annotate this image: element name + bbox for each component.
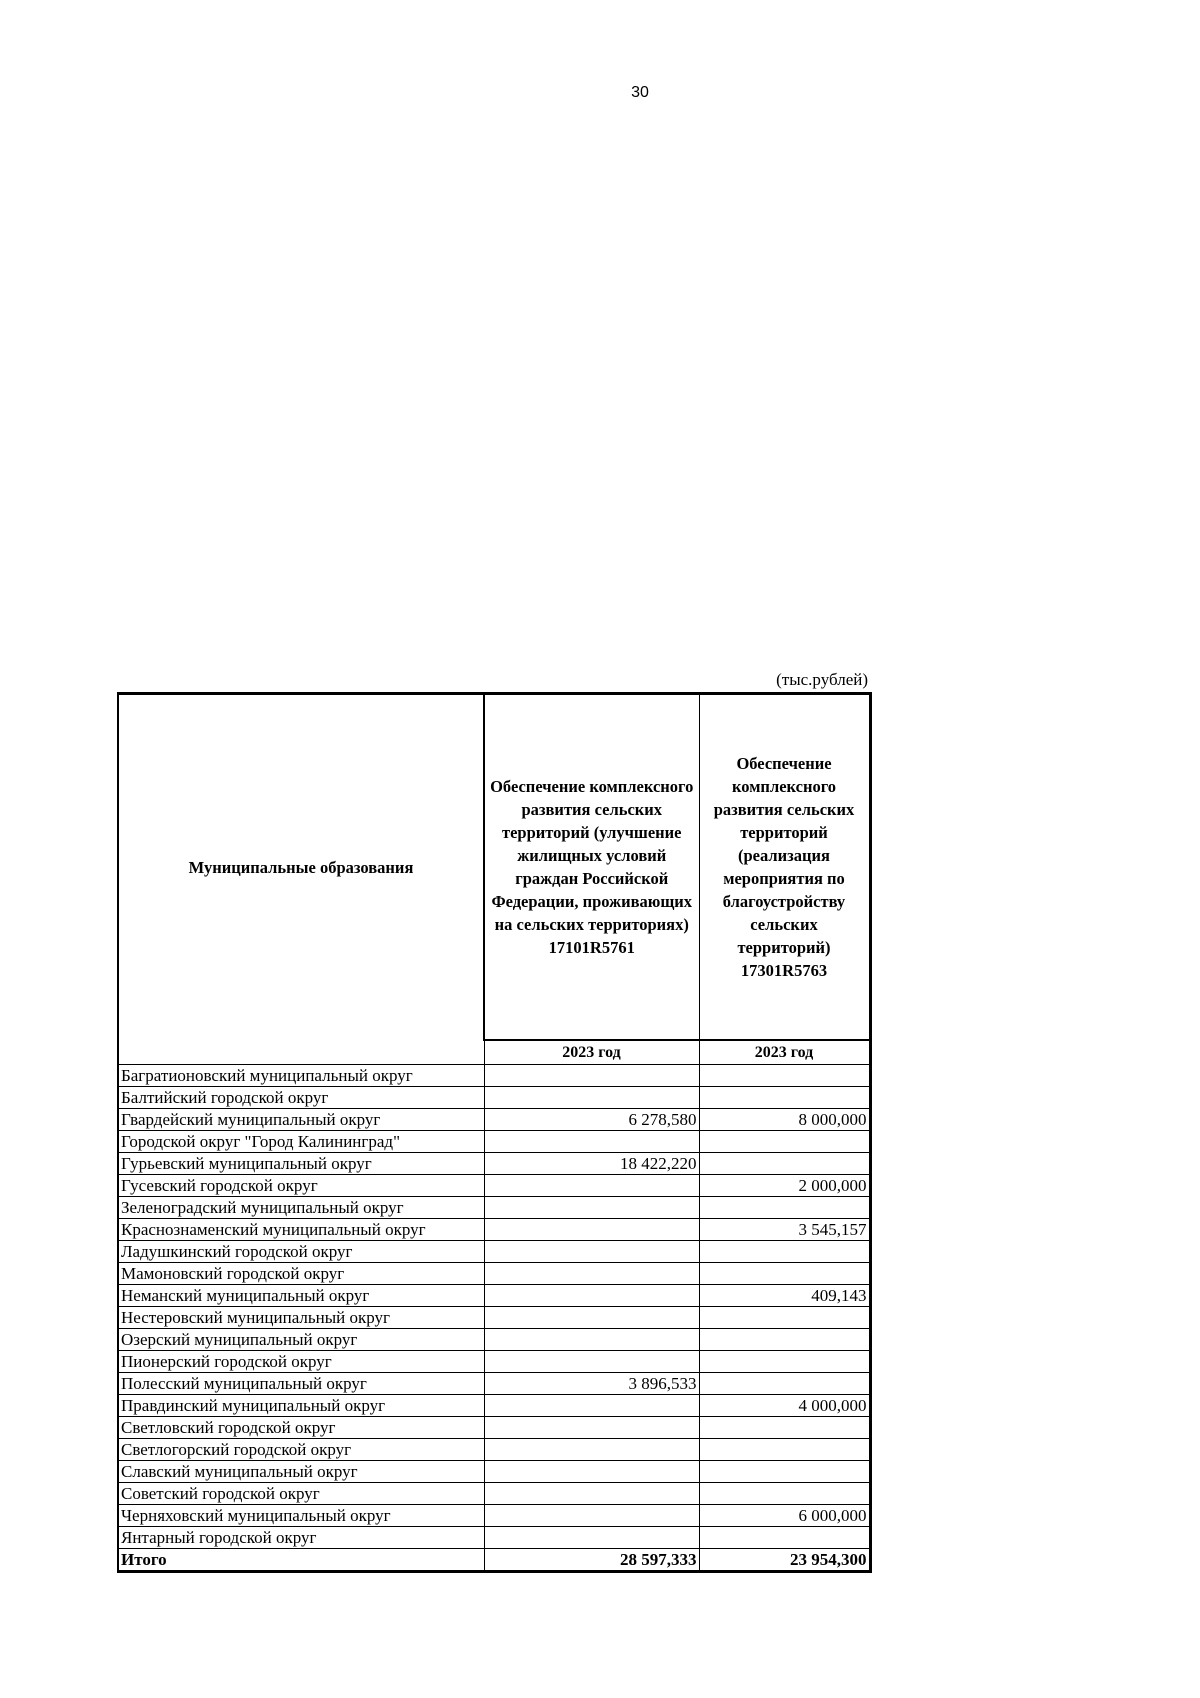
housing-amount: [484, 1241, 699, 1263]
housing-amount: [484, 1351, 699, 1373]
improvement-amount: [699, 1065, 870, 1087]
table-row: [118, 1329, 870, 1351]
table-row: [118, 1505, 870, 1527]
header-municipalities: Муниципальные образования: [118, 694, 484, 1041]
improvement-amount: 2 000,000: [699, 1175, 870, 1197]
housing-amount: [484, 1395, 699, 1417]
table-row: [118, 1373, 870, 1395]
municipality-name: Полесский муниципальный округ: [118, 1373, 484, 1395]
unit-label: (тыс.рублей): [776, 670, 868, 689]
municipality-name: Неманский муниципальный округ: [118, 1285, 484, 1307]
municipality-name: Светлогорский городской округ: [118, 1439, 484, 1461]
year-row: [118, 1040, 870, 1065]
page-number: 30: [631, 84, 649, 101]
improvement-amount: [699, 1131, 870, 1153]
improvement-amount: [699, 1461, 870, 1483]
budget-table: [117, 692, 872, 1573]
table-row: [118, 1285, 870, 1307]
housing-amount: 6 278,580: [484, 1109, 699, 1131]
housing-amount: [484, 1527, 699, 1549]
improvement-amount: [699, 1263, 870, 1285]
table-row: [118, 1527, 870, 1549]
table-row: [118, 1417, 870, 1439]
housing-amount: [484, 1219, 699, 1241]
housing-amount: [484, 1461, 699, 1483]
improvement-amount: [699, 1197, 870, 1219]
header-year-improvement: 2023 год: [699, 1040, 870, 1065]
table-body: [118, 1065, 870, 1572]
housing-amount: [484, 1175, 699, 1197]
table-row: [118, 1065, 870, 1087]
table-row: [118, 1175, 870, 1197]
improvement-amount: [699, 1439, 870, 1461]
total-improvement-amount: 23 954,300: [699, 1549, 870, 1572]
table-row: [118, 1263, 870, 1285]
table-row: [118, 1241, 870, 1263]
table-row: [118, 1087, 870, 1109]
table-row: [118, 1219, 870, 1241]
table-row: [118, 1109, 870, 1131]
header-year-housing: 2023 год: [484, 1040, 699, 1065]
municipality-name: Нестеровский муниципальный округ: [118, 1307, 484, 1329]
improvement-amount: [699, 1087, 870, 1109]
improvement-amount: [699, 1329, 870, 1351]
improvement-amount: 3 545,157: [699, 1219, 870, 1241]
housing-amount: [484, 1307, 699, 1329]
total-row: [118, 1549, 870, 1572]
housing-amount: [484, 1483, 699, 1505]
total-housing-amount: 28 597,333: [484, 1549, 699, 1572]
municipality-name: Городской округ "Город Калининград": [118, 1131, 484, 1153]
header-improvement-program: Обеспечение комплексного развития сельских территорий (реализация мероприятия по благоустройству сельских территорий) 17301R5763: [699, 694, 870, 1041]
housing-amount: [484, 1263, 699, 1285]
housing-amount: [484, 1439, 699, 1461]
table-row: [118, 1197, 870, 1219]
municipality-name: Правдинский муниципальный округ: [118, 1395, 484, 1417]
improvement-amount: 409,143: [699, 1285, 870, 1307]
municipality-name: Пионерский городской округ: [118, 1351, 484, 1373]
municipality-name: Балтийский городской округ: [118, 1087, 484, 1109]
municipality-name: Озерский муниципальный округ: [118, 1329, 484, 1351]
improvement-amount: [699, 1307, 870, 1329]
municipality-name: Багратионовский муниципальный округ: [118, 1065, 484, 1087]
housing-amount: [484, 1285, 699, 1307]
municipality-name: Славский муниципальный округ: [118, 1461, 484, 1483]
improvement-amount: [699, 1417, 870, 1439]
table-row: [118, 1483, 870, 1505]
improvement-amount: [699, 1373, 870, 1395]
budget-table-container: [117, 692, 872, 1573]
total-label: Итого: [118, 1549, 484, 1572]
municipality-name: Зеленоградский муниципальный округ: [118, 1197, 484, 1219]
municipality-name: Светловский городской округ: [118, 1417, 484, 1439]
municipality-name: Гвардейский муниципальный округ: [118, 1109, 484, 1131]
housing-amount: [484, 1417, 699, 1439]
housing-amount: [484, 1197, 699, 1219]
municipality-name: Мамоновский городской округ: [118, 1263, 484, 1285]
improvement-amount: [699, 1153, 870, 1175]
table-row: [118, 1461, 870, 1483]
housing-amount: [484, 1087, 699, 1109]
municipality-name: Черняховский муниципальный округ: [118, 1505, 484, 1527]
municipality-name: Ладушкинский городской округ: [118, 1241, 484, 1263]
municipality-name: Янтарный городской округ: [118, 1527, 484, 1549]
table-row: [118, 1439, 870, 1461]
table-row: [118, 1153, 870, 1175]
housing-amount: [484, 1065, 699, 1087]
improvement-amount: 6 000,000: [699, 1505, 870, 1527]
improvement-amount: [699, 1483, 870, 1505]
table-row: [118, 1131, 870, 1153]
improvement-amount: [699, 1527, 870, 1549]
municipality-name: Краснознаменский муниципальный округ: [118, 1219, 484, 1241]
improvement-amount: [699, 1241, 870, 1263]
housing-amount: [484, 1505, 699, 1527]
table-row: [118, 1395, 870, 1417]
municipality-name: Гурьевский муниципальный округ: [118, 1153, 484, 1175]
header-housing-program: Обеспечение комплексного развития сельских территорий (улучшение жилищных условий граждан Российской Федерации, проживающих на сельских территориях) 17101R5761: [484, 694, 699, 1041]
table-row: [118, 1307, 870, 1329]
housing-amount: [484, 1131, 699, 1153]
table-row: [118, 1351, 870, 1373]
improvement-amount: 8 000,000: [699, 1109, 870, 1131]
header-year-empty: [118, 1040, 484, 1065]
housing-amount: 18 422,220: [484, 1153, 699, 1175]
municipality-name: Гусевский городской округ: [118, 1175, 484, 1197]
housing-amount: [484, 1329, 699, 1351]
improvement-amount: [699, 1351, 870, 1373]
table-header: [118, 694, 870, 1065]
housing-amount: 3 896,533: [484, 1373, 699, 1395]
header-row: [118, 694, 870, 1041]
municipality-name: Советский городской округ: [118, 1483, 484, 1505]
improvement-amount: 4 000,000: [699, 1395, 870, 1417]
